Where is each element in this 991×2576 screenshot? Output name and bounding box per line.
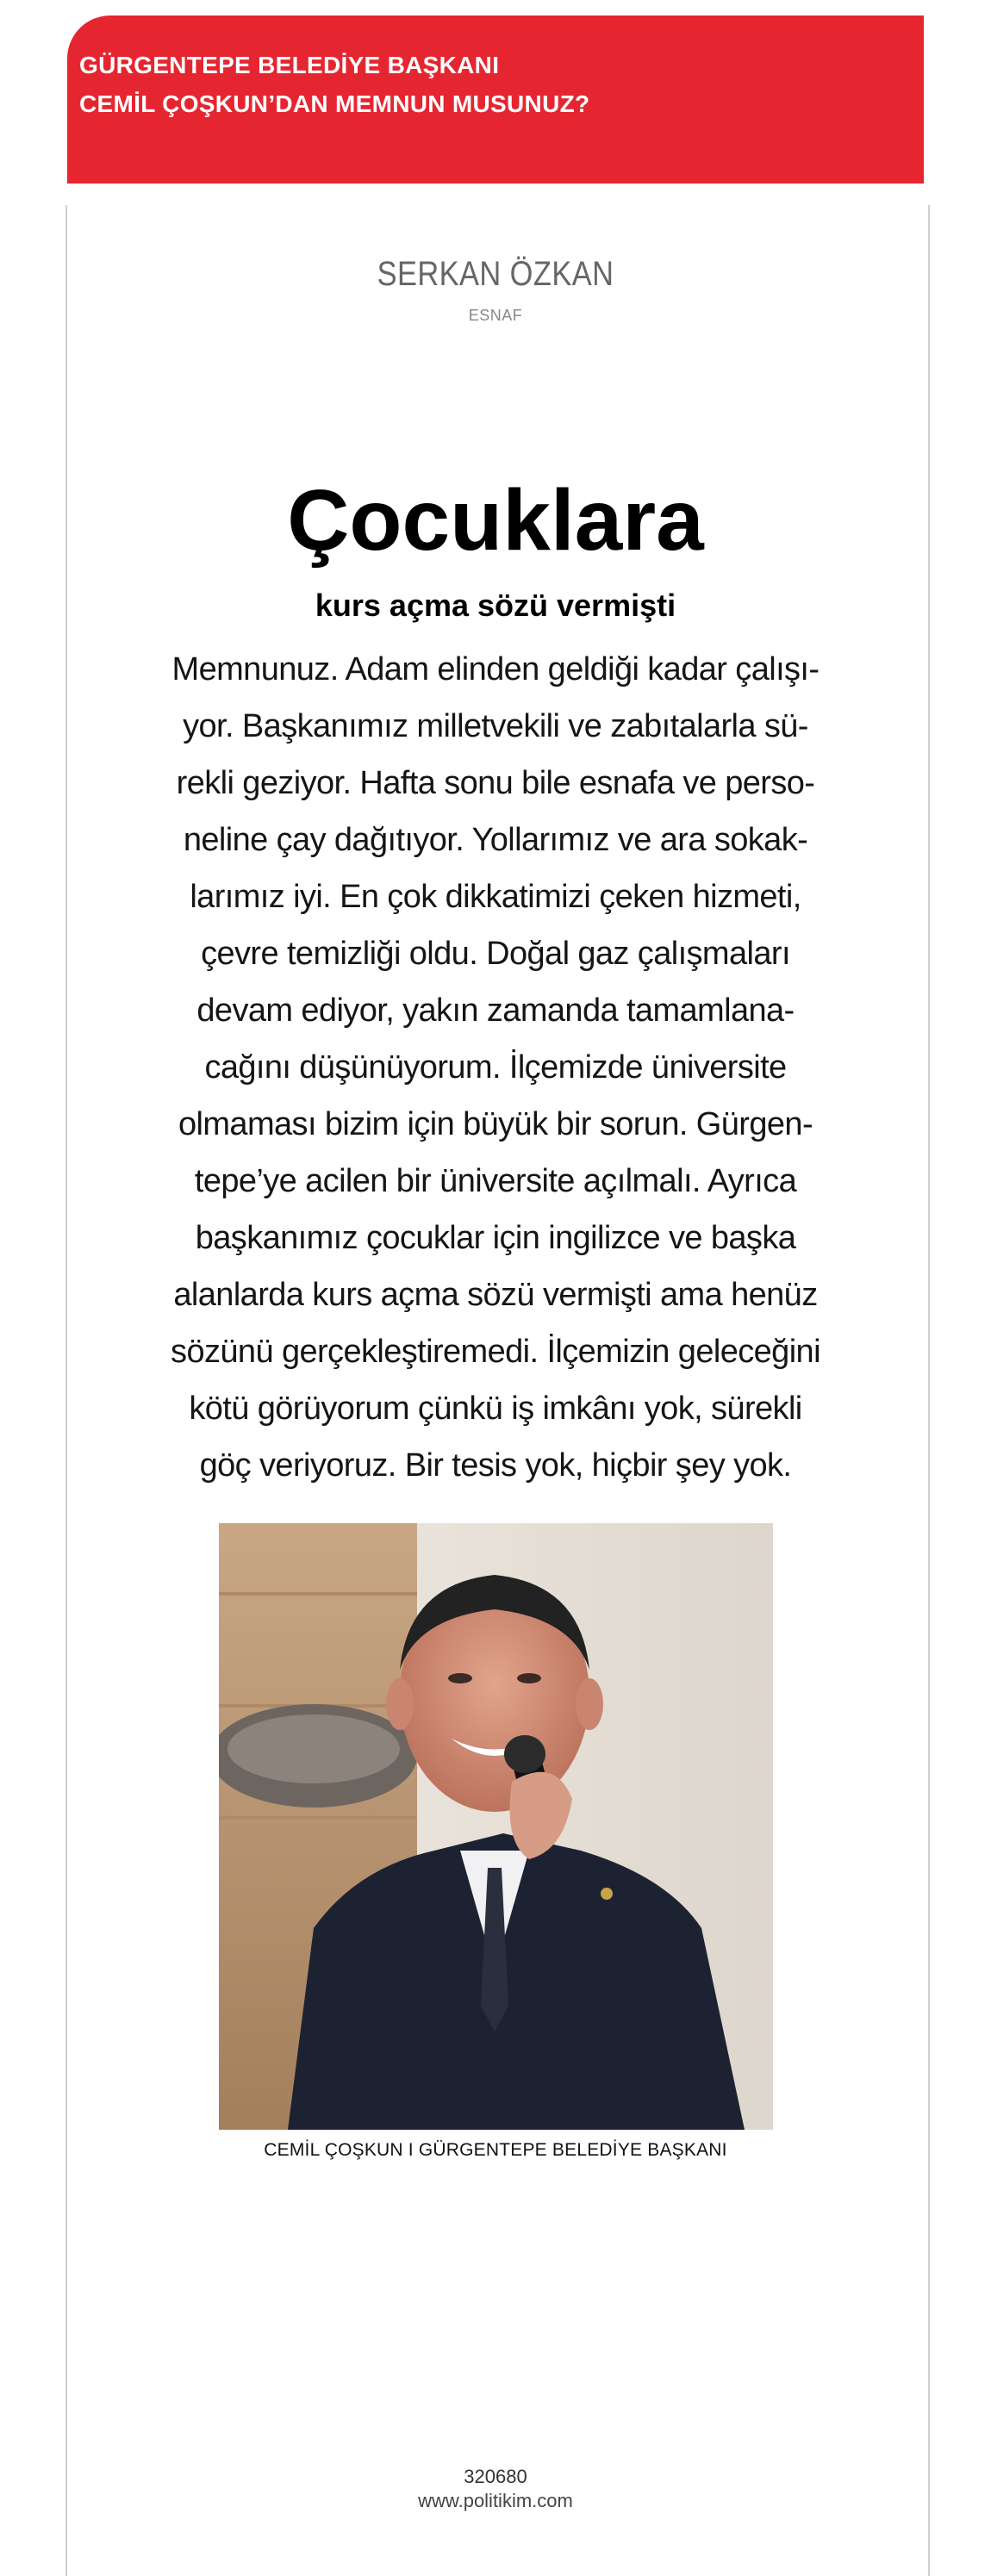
banner-title-line-2: CEMİL ÇOŞKUN’DAN MEMNUN MUSUNUZ? — [79, 90, 590, 117]
body-line: göç veriyoruz. Bir tesis yok, hiçbir şey yok. — [199, 1447, 792, 1484]
footer-website[interactable]: www.politikim.com — [418, 2490, 573, 2511]
body-line: cağını düşünüyorum. İlçemizde üniversite — [204, 1049, 787, 1086]
body-line: başkanımız çocuklar için ingilizce ve başka — [195, 1220, 796, 1256]
body-line: alanlarda kurs açma sözü vermişti ama henüz — [173, 1277, 818, 1313]
photo-caption: CEMİL ÇOŞKUN I GÜRGENTEPE BELEDİYE BAŞKANI — [264, 2140, 727, 2160]
article-body — [136, 641, 855, 1494]
body-line: Memnunuz. Adam elinden geldiği kadar çalışı- — [171, 651, 820, 688]
author-role: ESNAF — [468, 307, 523, 324]
body-line: tepe’ye acilen bir üniversite açılmalı. Ayrıca — [194, 1163, 797, 1199]
body-line: yor. Başkanımız milletvekili ve zabıtalarla sü- — [183, 708, 808, 744]
mayor-photo — [219, 1523, 773, 2130]
body-line: rekli geziyor. Hafta sonu bile esnafa ve perso- — [176, 765, 815, 801]
subheadline: kurs açma sözü vermişti — [315, 588, 676, 623]
footer-code: 320680 — [464, 2466, 527, 2487]
body-line: kötü görüyorum çünkü iş imkânı yok, sürekli — [189, 1391, 802, 1427]
author-name: SERKAN ÖZKAN — [377, 255, 614, 293]
body-line: çevre temizliği oldu. Doğal gaz çalışmaları — [201, 936, 790, 972]
banner-title-line-1: GÜRGENTEPE BELEDİYE BAŞKANI — [79, 52, 500, 78]
body-line: larımız iyi. En çok dikkatimizi çeken hizmeti, — [190, 879, 801, 915]
body-line: sözünü gerçekleştiremedi. İlçemizin geleceğini — [171, 1334, 820, 1370]
body-line: devam ediyor, yakın zamanda tamamlana- — [196, 992, 795, 1029]
body-line: olmaması bizim için büyük bir sorun. Gürgen- — [178, 1106, 813, 1142]
headline: Çocuklara — [287, 472, 704, 569]
body-line: neline çay dağıtıyor. Yollarımız ve ara sokak- — [183, 822, 808, 858]
